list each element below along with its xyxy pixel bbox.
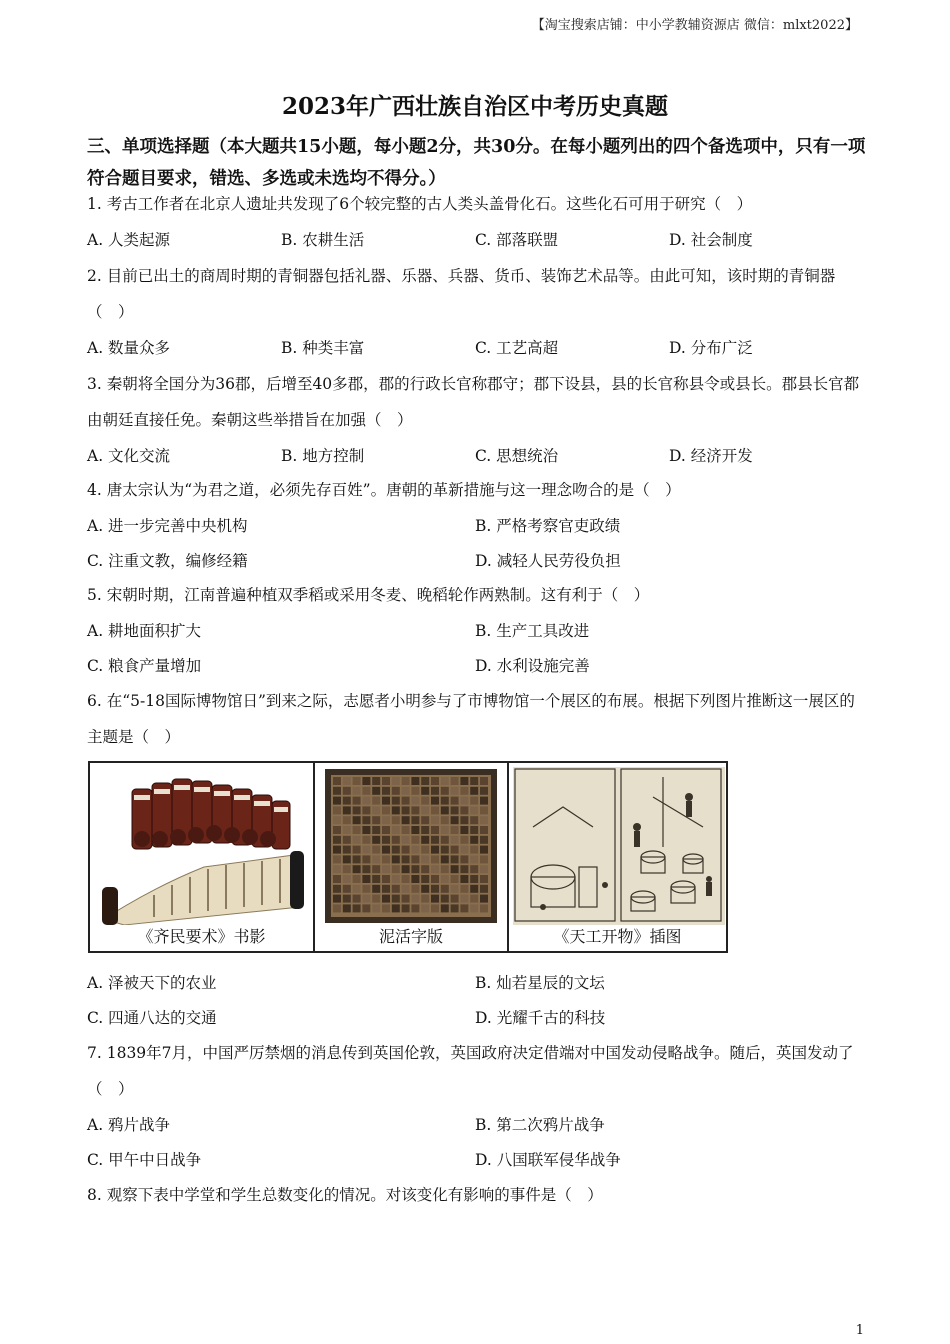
question-1-options [87, 222, 867, 258]
figure-caption-2: 泥活字版 [378, 927, 443, 946]
question-4-option-a[interactable]: A. 进一步完善中央机构 [87, 517, 248, 535]
question-4-options-row2 [87, 543, 867, 579]
question-3-stem: 3. 秦朝将全国分为36郡，后增至40多郡，郡的行政长官称郡守；郡下设县，县的长官称县令或县长。郡县长官都由朝廷直接任免。秦朝这些举措旨在加强（ ） [87, 375, 860, 429]
question-2-option-b[interactable]: B. 种类丰富 [281, 339, 365, 357]
question-6-figure [88, 761, 728, 953]
question-3-option-b[interactable]: B. 地方控制 [281, 447, 365, 465]
question-1-stem: 1. 考古工作者在北京人遗址共发现了6个较完整的古人类头盖骨化石。这些化石可用于研究（ ） [87, 195, 753, 213]
question-6-options-row2 [87, 1000, 867, 1036]
tiangong-kaiwu-image [509, 763, 726, 951]
question-2-option-d[interactable]: D. 分布广泛 [669, 339, 753, 357]
page-title: 2023年广西壮族自治区中考历史真题 [281, 93, 668, 120]
question-5-option-a[interactable]: A. 耕地面积扩大 [87, 622, 202, 640]
figure-caption-3: 《天工开物》插图 [553, 927, 682, 946]
question-1-option-c[interactable]: C. 部落联盟 [475, 231, 559, 249]
qimin-yaoshu-image [90, 763, 315, 951]
question-2-option-c[interactable]: C. 工艺高超 [475, 339, 559, 357]
question-7-option-d[interactable]: D. 八国联军侵华战争 [475, 1151, 621, 1169]
question-4-option-b[interactable]: B. 严格考察官吏政绩 [475, 517, 621, 535]
question-5-options-row2 [87, 648, 867, 684]
question-6-option-b[interactable]: B. 灿若星辰的文坛 [475, 974, 605, 992]
question-6-options-row1 [87, 965, 867, 1001]
question-1-option-d[interactable]: D. 社会制度 [669, 231, 753, 249]
scroll-books-icon [94, 767, 310, 925]
question-5-option-b[interactable]: B. 生产工具改进 [475, 622, 590, 640]
question-5-stem: 5. 宋朝时期，江南普遍种植双季稻或采用冬麦、晚稻轮作两熟制。这有利于（ ） [87, 586, 650, 604]
question-3-option-c[interactable]: C. 思想统治 [475, 447, 559, 465]
question-7-options-row2 [87, 1142, 867, 1178]
clay-type-image [315, 763, 509, 951]
question-2-stem: 2. 目前已出土的商周时期的青铜器包括礼器、乐器、兵器、货币、装饰艺术品等。由此可知，该时期的青铜器（ ） [87, 267, 836, 321]
movable-type-icon [319, 767, 503, 925]
question-5-option-d[interactable]: D. 水利设施完善 [475, 657, 590, 675]
header-note: 【淘宝搜索店铺：中小学教辅资源店 微信：mlxt2022】 [531, 18, 858, 33]
question-4-stem: 4. 唐太宗认为“为君之道，必须先存百姓”。唐朝的革新措施与这一理念吻合的是（ ） [87, 481, 681, 499]
figure-caption-1: 《齐民要术》书影 [137, 927, 266, 946]
craft-illustration-icon [513, 767, 725, 925]
question-4-option-d[interactable]: D. 减轻人民劳役负担 [475, 552, 621, 570]
section-instructions: 三、单项选择题（本大题共15小题，每小题2分，共30分。在每小题列出的四个备选项中，只有一项符合题目要求，错选、多选或未选均不得分。） [87, 137, 866, 189]
page-number: 1 [855, 1323, 864, 1338]
question-4-options-row1 [87, 508, 867, 544]
question-6-option-c[interactable]: C. 四通八达的交通 [87, 1009, 217, 1027]
question-6-option-d[interactable]: D. 光耀千古的科技 [475, 1009, 606, 1027]
question-7-options-row1 [87, 1107, 867, 1143]
question-7-stem: 7. 1839年7月，中国严厉禁烟的消息传到英国伦敦，英国政府决定借端对中国发动侵略战争。随后，英国发动了（ ） [87, 1044, 854, 1098]
question-3-option-d[interactable]: D. 经济开发 [669, 447, 753, 465]
question-4-option-c[interactable]: C. 注重文教，编修经籍 [87, 552, 248, 570]
question-7-option-a[interactable]: A. 鸦片战争 [87, 1116, 171, 1134]
question-2-option-a[interactable]: A. 数量众多 [87, 339, 171, 357]
question-3-option-a[interactable]: A. 文化交流 [87, 447, 171, 465]
question-2-options [87, 330, 867, 366]
question-6-option-a[interactable]: A. 泽被天下的农业 [87, 974, 217, 992]
question-5-option-c[interactable]: C. 粮食产量增加 [87, 657, 202, 675]
question-8-stem: 8. 观察下表中学堂和学生总数变化的情况。对该变化有影响的事件是（ ） [87, 1186, 603, 1204]
question-7-option-b[interactable]: B. 第二次鸦片战争 [475, 1116, 605, 1134]
question-6-stem: 6. 在“5-18国际博物馆日”到来之际，志愿者小明参与了市博物馆一个展区的布展。根据下列图片推断这一展区的主题是（ ） [87, 692, 855, 746]
question-5-options-row1 [87, 613, 867, 649]
question-7-option-c[interactable]: C. 甲午中日战争 [87, 1151, 202, 1169]
question-3-options [87, 438, 867, 474]
question-1-option-a[interactable]: A. 人类起源 [87, 231, 171, 249]
question-1-option-b[interactable]: B. 农耕生活 [281, 231, 365, 249]
